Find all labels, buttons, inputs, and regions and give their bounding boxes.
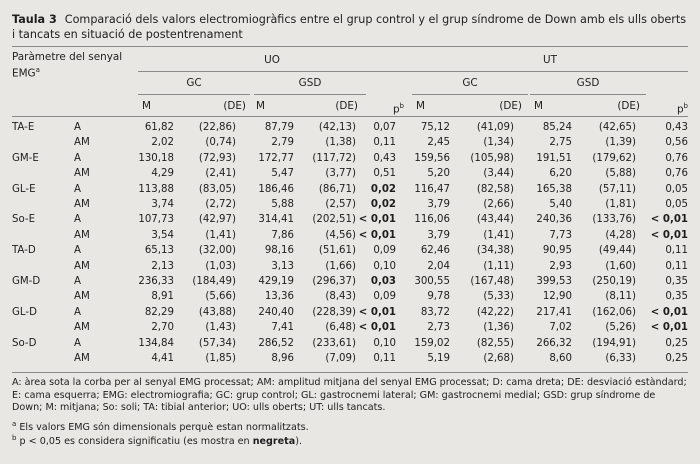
group-rule [138, 71, 688, 72]
ut-gsd-mean: 5,40 [549, 199, 572, 211]
row-measure: A [74, 214, 81, 226]
uo-gsd-sd: (228,39) [312, 306, 356, 318]
ut-gsd-mean: 165,38 [536, 183, 572, 195]
uo-gc-sd: (42,97) [198, 214, 236, 226]
uo-gsd-mean: 13,36 [264, 291, 294, 303]
ut-gc-mean: 5,20 [427, 168, 450, 180]
uo-p-value: 0,10 [373, 337, 396, 349]
ut-gsd-mean: 8,60 [549, 353, 572, 365]
table-row [12, 120, 688, 135]
uo-gc-sd: (0,74) [205, 137, 236, 149]
ut-gsd-mean: 90,95 [542, 245, 572, 257]
ut-p-value: 0,35 [665, 291, 688, 303]
col-m-1: M [142, 100, 151, 112]
ut-gc-mean: 2,04 [427, 260, 450, 272]
ut-gsd-mean: 6,20 [549, 168, 572, 180]
param-header: Paràmetre del senyal EMG$^a$ [12, 51, 123, 80]
ut-gsd-mean: 85,24 [542, 122, 572, 133]
header-rule [12, 116, 688, 117]
row-measure: AM [74, 260, 90, 272]
ut-gsd-mean: 266,32 [536, 337, 572, 349]
uo-gc-sd: (32,00) [198, 245, 236, 257]
ut-gc-sd: (167,48) [470, 276, 514, 288]
ut-gc-sd: (41,09) [476, 122, 514, 133]
col-de-3: (DE) [499, 100, 522, 112]
uo-p-value: 0,11 [373, 353, 396, 365]
ut-p-value: 0,11 [665, 245, 688, 257]
ut-gsd-mean: 240,36 [536, 214, 572, 226]
table-row [12, 182, 688, 197]
ut-gc-sd: (5,33) [483, 291, 514, 303]
uo-gc-mean: 8,91 [151, 291, 174, 303]
ut-gc-sd: (1,36) [483, 322, 514, 334]
table-row [12, 305, 688, 320]
ut-gc-sd: (1,34) [483, 137, 514, 149]
ut-gc-sd: (42,22) [476, 306, 514, 318]
uo-gc-sd: (83,05) [198, 183, 236, 195]
uo-gc-mean: 4,29 [151, 168, 174, 180]
ut-gc-sd: (2,66) [483, 199, 514, 211]
uo-gsd-mean: 5,88 [271, 199, 294, 211]
row-measure: AM [74, 168, 90, 180]
uo-gc-mean: 236,33 [138, 276, 174, 288]
ut-gc-sd: (82,58) [476, 183, 514, 195]
ut-p-value: 0,05 [665, 183, 688, 195]
uo-gsd-sd: (86,71) [318, 183, 356, 195]
row-parameter [12, 166, 74, 181]
uo-gsd-sd: (202,51) [312, 214, 356, 226]
uo-gsd-mean: 7,41 [271, 322, 294, 334]
uo-gc-sd: (43,88) [198, 306, 236, 318]
uo-gsd-sd: (117,72) [312, 152, 356, 164]
ut-gc-mean: 9,78 [427, 291, 450, 303]
col-m-2: M [256, 100, 265, 112]
col-p-1: $p^b$ [392, 102, 404, 116]
table-row [12, 166, 688, 181]
uo-gc-sd: (1,43) [205, 322, 236, 334]
uo-p-value: 0,02 [370, 183, 396, 195]
ut-p-value: 0,76 [665, 168, 688, 180]
footnote-b: $^b$ p < 0,05 es considera significatiu (es mostra en negreta). [12, 434, 302, 448]
ut-gc-mean: 159,02 [414, 337, 450, 349]
uo-p-value: 0,09 [373, 291, 396, 303]
uo-gc-mean: 113,88 [138, 183, 174, 195]
ut-gsd-sd: (49,44) [598, 245, 636, 257]
uo-gsd-mean: 8,96 [271, 353, 294, 365]
uo-p-value: < 0,01 [358, 322, 396, 334]
table-row [12, 212, 688, 227]
ut-gsd-sd: (162,06) [592, 306, 636, 318]
uo-gc-sd: (22,86) [198, 122, 236, 133]
uo-gc-mean: 82,29 [144, 306, 174, 318]
row-parameter: GL-E [12, 183, 36, 195]
row-measure: A [74, 183, 81, 195]
ut-gsd-sd: (250,19) [592, 276, 636, 288]
uo-gc-mean: 61,82 [144, 122, 174, 133]
uo-gc-rule [138, 94, 250, 95]
uo-gc-sd: (2,72) [205, 199, 236, 211]
ut-p-value: < 0,01 [650, 306, 688, 318]
bottom-rule [12, 372, 688, 373]
uo-header: UO [264, 54, 280, 66]
row-parameter: GL-D [12, 306, 37, 318]
table-row [12, 336, 688, 351]
ut-gsd-sd: (4,28) [605, 229, 636, 241]
ut-gsd-sd: (1,60) [605, 260, 636, 272]
uo-gc-mean: 3,74 [151, 199, 174, 211]
uo-gc-sd: (57,34) [198, 337, 236, 349]
ut-gsd-mean: 217,41 [536, 306, 572, 318]
ut-p-value: 0,76 [665, 152, 688, 164]
ut-gc-mean: 159,56 [414, 152, 450, 164]
row-parameter [12, 228, 74, 243]
table-row [12, 228, 688, 243]
ut-gc-mean: 5,19 [427, 353, 450, 365]
uo-gc-sd: (5,66) [205, 291, 236, 303]
ut-gsd-sd: (6,33) [605, 353, 636, 365]
col-de-2: (DE) [335, 100, 358, 112]
table-row [12, 259, 688, 274]
uo-gsd-mean: 98,16 [264, 245, 294, 257]
ut-gc-mean: 75,12 [420, 122, 450, 133]
ut-p-value: 0,43 [665, 122, 688, 133]
uo-p-value: 0,07 [373, 122, 396, 133]
ut-gc-sd: (43,44) [476, 214, 514, 226]
ut-p-value: 0,05 [665, 199, 688, 211]
ut-gsd-sd: (133,76) [592, 214, 636, 226]
uo-gsd-mean: 3,13 [271, 260, 294, 272]
ut-gsd-rule [530, 94, 646, 95]
uo-gsd-mean: 240,40 [258, 306, 294, 318]
row-measure: A [74, 337, 81, 349]
uo-gc-mean: 130,18 [138, 152, 174, 164]
uo-p-value: 0,02 [370, 199, 396, 211]
uo-gc-mean: 2,70 [151, 322, 174, 334]
ut-gc-sd: (2,68) [483, 353, 514, 365]
uo-gsd-sd: (3,77) [325, 168, 356, 180]
row-parameter: GM-D [12, 276, 41, 288]
uo-p-value: 0,10 [373, 260, 396, 272]
col-de-4: (DE) [617, 100, 640, 112]
data-table [12, 120, 688, 367]
uo-gc-sd: (1,41) [205, 229, 236, 241]
ut-gsd-sd: (1,81) [605, 199, 636, 211]
row-parameter [12, 197, 74, 212]
uo-gsd-mean: 429,19 [258, 276, 294, 288]
col-de-1: (DE) [223, 100, 246, 112]
ut-p-value: 0,35 [665, 276, 688, 288]
ut-gc-sd: (105,98) [470, 152, 514, 164]
row-measure: A [74, 306, 81, 318]
uo-gc-sd: (184,49) [192, 276, 236, 288]
ut-gc-sd: (1,41) [483, 229, 514, 241]
ut-gc-mean: 116,06 [414, 214, 450, 226]
uo-gsd-sd: (42,13) [318, 122, 356, 133]
row-parameter: So-E [12, 214, 36, 226]
uo-gsd-sd: (1,38) [325, 137, 356, 149]
uo-gc-sd: (2,41) [205, 168, 236, 180]
ut-gc-sd: (34,38) [476, 245, 514, 257]
uo-gsd-mean: 2,79 [271, 137, 294, 149]
table-title [12, 12, 692, 42]
ut-gc-sd: (82,55) [476, 337, 514, 349]
table-number: Taula 3 [12, 13, 57, 26]
uo-gsd-sd: (1,66) [325, 260, 356, 272]
uo-p-value: 0,09 [373, 245, 396, 257]
ut-gc-mean: 2,73 [427, 322, 450, 334]
ut-gsd-mean: 2,93 [549, 260, 572, 272]
table-row [12, 151, 688, 166]
uo-gc-mean: 107,73 [138, 214, 174, 226]
ut-p-value: < 0,01 [650, 229, 688, 241]
row-measure: A [74, 122, 81, 133]
ut-gsd-sd: (5,26) [605, 322, 636, 334]
uo-gc-mean: 134,84 [138, 337, 174, 349]
ut-gc-rule [412, 94, 528, 95]
uo-gsd-mean: 172,77 [258, 152, 294, 164]
ut-gsd-sd: (179,62) [592, 152, 636, 164]
ut-gsd-header: GSD [576, 77, 600, 89]
ut-gsd-mean: 399,53 [536, 276, 572, 288]
ut-gsd-sd: (194,91) [592, 337, 636, 349]
ut-p-value: 0,25 [665, 353, 688, 365]
ut-header: UT [543, 54, 557, 66]
ut-gsd-mean: 2,75 [549, 137, 572, 149]
uo-gc-mean: 2,13 [151, 260, 174, 272]
ut-gc-sd: (1,11) [483, 260, 514, 272]
uo-gc-sd: (1,85) [205, 353, 236, 365]
uo-gsd-sd: (6,48) [325, 322, 356, 334]
ut-gc-mean: 3,79 [427, 229, 450, 241]
uo-p-value: < 0,01 [358, 214, 396, 226]
col-p-2: $p^b$ [676, 102, 688, 116]
uo-gsd-sd: (4,56) [325, 229, 356, 241]
ut-gc-mean: 116,47 [414, 183, 450, 195]
table-row [12, 135, 688, 150]
row-measure: AM [74, 199, 90, 211]
table-row [12, 197, 688, 212]
row-parameter [12, 289, 74, 304]
uo-gsd-sd: (2,57) [325, 199, 356, 211]
row-measure: AM [74, 137, 90, 149]
col-m-4: M [534, 100, 543, 112]
row-parameter: GM-E [12, 152, 39, 164]
ut-p-value: 0,56 [665, 137, 688, 149]
uo-gc-mean: 2,02 [151, 137, 174, 149]
ut-gsd-mean: 7,02 [549, 322, 572, 334]
row-parameter [12, 259, 74, 274]
top-rule [12, 46, 688, 47]
row-parameter: TA-D [12, 245, 36, 257]
table-row [12, 320, 688, 335]
uo-gsd-sd: (51,61) [318, 245, 356, 257]
ut-p-value: 0,11 [665, 260, 688, 272]
row-measure: AM [74, 322, 90, 334]
row-measure: AM [74, 229, 90, 241]
uo-gc-header: GC [186, 77, 202, 89]
uo-p-value: 0,51 [373, 168, 396, 180]
table-row [12, 289, 688, 304]
row-parameter [12, 135, 74, 150]
uo-gsd-mean: 87,79 [264, 122, 294, 133]
ut-gc-mean: 83,72 [420, 306, 450, 318]
uo-gsd-sd: (8,43) [325, 291, 356, 303]
uo-p-value: 0,43 [373, 152, 396, 164]
row-measure: AM [74, 291, 90, 303]
uo-gsd-mean: 5,47 [271, 168, 294, 180]
row-parameter: So-D [12, 337, 37, 349]
row-measure: AM [74, 353, 90, 365]
ut-gc-sd: (3,44) [483, 168, 514, 180]
uo-gsd-mean: 286,52 [258, 337, 294, 349]
ut-gc-mean: 300,55 [414, 276, 450, 288]
ut-gc-mean: 3,79 [427, 199, 450, 211]
table-row [12, 274, 688, 289]
uo-gsd-mean: 7,86 [271, 229, 294, 241]
uo-gc-sd: (72,93) [198, 152, 236, 164]
ut-gsd-sd: (42,65) [598, 122, 636, 133]
ut-gsd-sd: (1,39) [605, 137, 636, 149]
ut-gsd-sd: (5,88) [605, 168, 636, 180]
ut-gsd-sd: (57,11) [598, 183, 636, 195]
ut-gsd-mean: 12,90 [542, 291, 572, 303]
row-parameter [12, 351, 74, 366]
table-caption: Comparació dels valors electromiogràfics entre el grup control y el grup síndrome de Down amb els ulls oberts i tancats en situació de postentrenament [12, 13, 687, 41]
footnote-abbreviations: A: àrea sota la corba per al senyal EMG processat; AM: amplitud mitjana del senyal EMG processat; D: cama dreta; DE: desviació estàndard; E: cama esquerra; EMG: electromiografia; GC: grup control; GL: gastrocnemi lateral; GM: gastrocnemi medial; GSD: grup síndrome de Down; M: mitjana; So: soli; TA: tibial anterior; UO: ulls oberts; UT: ulls tancats. [12, 377, 687, 414]
ut-p-value: < 0,01 [650, 322, 688, 334]
uo-gc-mean: 4,41 [151, 353, 174, 365]
ut-gc-mean: 62,46 [420, 245, 450, 257]
ut-gsd-sd: (8,11) [605, 291, 636, 303]
uo-gsd-mean: 314,41 [258, 214, 294, 226]
row-measure: A [74, 152, 81, 164]
uo-gsd-header: GSD [298, 77, 322, 89]
footnote-a: $^a$ Els valors EMG són dimensionals perquè estan normalitzats. [12, 420, 309, 434]
uo-gsd-sd: (7,09) [325, 353, 356, 365]
uo-gc-mean: 3,54 [151, 229, 174, 241]
uo-p-value: 0,03 [370, 276, 396, 288]
uo-gsd-mean: 186,46 [258, 183, 294, 195]
ut-gc-header: GC [462, 77, 478, 89]
table-row [12, 351, 688, 366]
ut-gsd-mean: 191,51 [536, 152, 572, 164]
uo-p-value: < 0,01 [358, 306, 396, 318]
ut-gc-mean: 2,45 [427, 137, 450, 149]
uo-p-value: < 0,01 [358, 229, 396, 241]
table-row [12, 243, 688, 258]
uo-gsd-rule [254, 94, 366, 95]
ut-p-value: 0,25 [665, 337, 688, 349]
uo-gc-mean: 65,13 [144, 245, 174, 257]
ut-p-value: < 0,01 [650, 214, 688, 226]
uo-gsd-sd: (233,61) [312, 337, 356, 349]
col-m-3: M [416, 100, 425, 112]
ut-gsd-mean: 7,73 [549, 229, 572, 241]
row-measure: A [74, 245, 81, 257]
row-measure: A [74, 276, 81, 288]
uo-gc-sd: (1,03) [205, 260, 236, 272]
row-parameter [12, 320, 74, 335]
uo-p-value: 0,11 [373, 137, 396, 149]
row-parameter: TA-E [12, 122, 35, 133]
uo-gsd-sd: (296,37) [312, 276, 356, 288]
